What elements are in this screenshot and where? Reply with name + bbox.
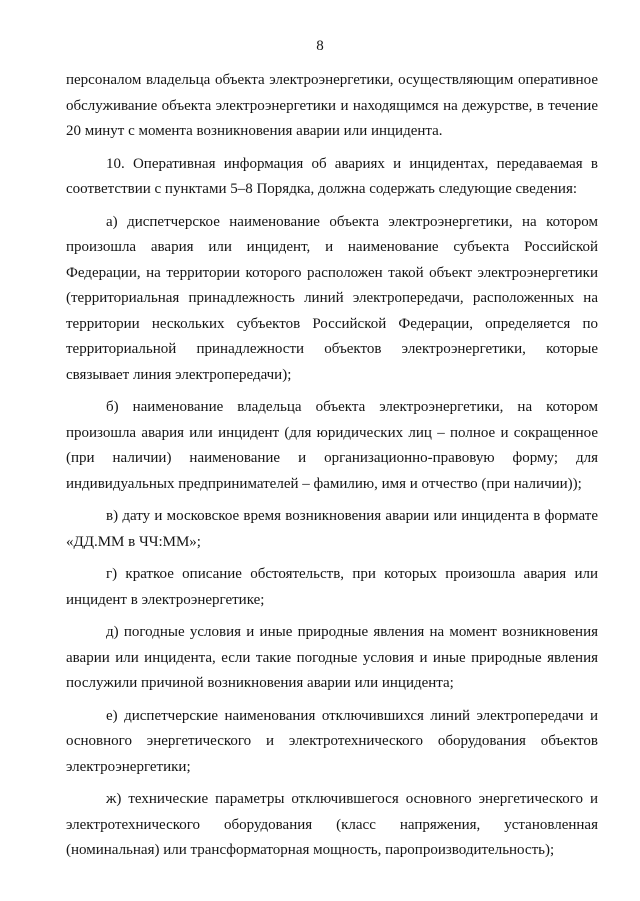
paragraph-subitem-e: е) диспетчерские наименования отключившихся линий электропередачи и основного энергетического и электротехнического оборудования объектов электроэнергетики; — [66, 707, 598, 775]
page-number: 8 — [316, 38, 324, 54]
paragraph-subitem-d: д) погодные условия и иные природные явления на момент возникновения аварии или инцидента, если такие погодные условия и иные природные явления послужили причиной возникновения аварии или инцидента; — [66, 624, 598, 691]
paragraph-subitem-zh: ж) технические параметры отключившегося основного энергетического и электротехнического оборудования (класс напряжения, установленная (номинальная) или трансформаторная мощность, паропроизводительность); — [66, 791, 598, 858]
paragraph-continuation: персоналом владельца объекта электроэнергетики, осуществляющим оперативное обслуживание объекта электроэнергетики и находящимся на дежурстве, в течение 20 минут с момента возникновения аварии или инцидента. — [66, 72, 598, 139]
paragraph-item-10: 10. Оперативная информация об авариях и инцидентах, передаваемая в соответствии с пунктами 5–8 Порядка, должна содержать следующие сведения: — [66, 155, 598, 197]
document-body — [66, 68, 598, 864]
paragraph-subitem-a: а) диспетчерское наименование объекта электроэнергетики, на котором произошла авария или инцидент, и наименование субъекта Российской Федерации, на территории которого расположен такой объект электроэнергетики (территориальная принадлежность линий электропередачи, расположенных на территории нескольких субъектов Российской Федерации, определяется по территориальной принадлежности объектов электроэнергетики, которые связывает линия электропередачи); — [66, 213, 598, 383]
paragraph-subitem-b: б) наименование владельца объекта электроэнергетики, на котором произошла авария или инцидент (для юридических лиц – полное и сокращенное (при наличии) наименование и организационно-правовую форму; для индивидуальных предпринимателей – фамилию, имя и отчество (при наличии)); — [66, 399, 598, 492]
paragraph-subitem-v: в) дату и московское время возникновения аварии или инцидента в формате «ДД.ММ в ЧЧ:ММ»; — [66, 508, 598, 550]
paragraph-subitem-g: г) краткое описание обстоятельств, при которых произошла авария или инцидент в электроэнергетике; — [66, 566, 598, 608]
